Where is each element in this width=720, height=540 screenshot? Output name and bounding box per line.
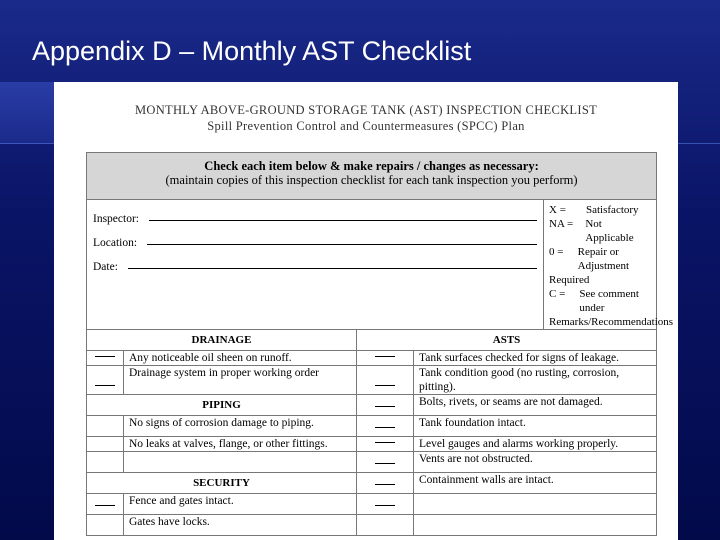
section-security: SECURITY — [87, 473, 357, 494]
section-piping: PIPING — [87, 395, 357, 416]
checkbox-ast-6[interactable] — [357, 452, 414, 473]
legend-row: Remarks/Recommendations — [549, 316, 674, 328]
item-piping-1: No signs of corrosion damage to piping. — [124, 416, 357, 437]
item-drainage-2: Drainage system in proper working order — [124, 366, 357, 395]
section-asts: ASTS — [357, 330, 657, 351]
legend-row: 0 = Repair or Adjustment — [549, 246, 630, 272]
checkbox-drainage-1[interactable] — [87, 351, 124, 366]
date-label: Date: — [93, 261, 118, 273]
checkbox-ast-7[interactable] — [357, 473, 414, 494]
document-subtitle: Spill Prevention Control and Countermeasures (SPCC) Plan — [207, 119, 525, 133]
legend-row: NA = Not Applicable — [549, 218, 634, 244]
banner-note: (maintain copies of this inspection checklist for each tank inspection you perform) — [165, 173, 578, 187]
empty-cell — [357, 515, 414, 536]
checkbox-piping-2[interactable] — [87, 437, 124, 452]
checkbox-drainage-2[interactable] — [87, 366, 124, 395]
empty-cell — [124, 452, 357, 473]
item-drainage-1: Any noticeable oil sheen on runoff. — [124, 351, 357, 366]
checkbox-ast-2[interactable] — [357, 366, 414, 395]
legend — [544, 200, 674, 330]
inspector-line[interactable] — [149, 220, 537, 221]
checklist-document — [54, 82, 678, 540]
date-field[interactable] — [93, 250, 537, 274]
checkbox-piping-1[interactable] — [87, 416, 124, 437]
inspector-field[interactable] — [93, 202, 537, 226]
header-fields — [87, 200, 544, 330]
empty-cell — [414, 494, 657, 515]
checkbox-security-1[interactable] — [87, 494, 124, 515]
date-line[interactable] — [128, 268, 537, 269]
item-piping-2: No leaks at valves, flange, or other fittings. — [124, 437, 357, 452]
banner-instruction: Check each item below & make repairs / changes as necessary: — [204, 159, 539, 173]
checkbox-ast-1[interactable] — [357, 351, 414, 366]
checkbox-ast-3[interactable] — [357, 395, 414, 416]
item-ast-4: Tank foundation intact. — [414, 416, 657, 437]
checkbox-ast-8[interactable] — [357, 494, 414, 515]
item-ast-1: Tank surfaces checked for signs of leakage. — [414, 351, 657, 366]
checklist-table — [86, 152, 674, 536]
location-label: Location: — [93, 237, 138, 249]
legend-row: X = Satisfactory — [549, 204, 639, 216]
checkbox-ast-5[interactable] — [357, 437, 414, 452]
checkbox-security-2[interactable] — [87, 515, 124, 536]
location-line[interactable] — [147, 244, 537, 245]
instructions-banner — [87, 153, 657, 200]
checkbox-ast-4[interactable] — [357, 416, 414, 437]
item-ast-7: Containment walls are intact. — [414, 473, 657, 494]
document-title: MONTHLY ABOVE-GROUND STORAGE TANK (AST) INSPECTION CHECKLIST — [134, 103, 598, 117]
item-ast-5: Level gauges and alarms working properly. — [414, 437, 657, 452]
decorative-block — [0, 82, 54, 144]
item-security-2: Gates have locks. — [124, 515, 357, 536]
item-security-1: Fence and gates intact. — [124, 494, 357, 515]
section-drainage: DRAINAGE — [87, 330, 357, 351]
empty-cell — [414, 515, 657, 536]
document-heading — [54, 102, 678, 134]
slide-title: Appendix D – Monthly AST Checklist — [32, 36, 472, 66]
item-ast-3: Bolts, rivets, or seams are not damaged. — [414, 395, 657, 416]
item-ast-6: Vents are not obstructed. — [414, 452, 657, 473]
legend-row: C = See comment under — [549, 288, 639, 314]
location-field[interactable] — [93, 226, 537, 250]
legend-row: Required — [549, 274, 590, 286]
item-ast-2: Tank condition good (no rusting, corrosion, pitting). — [414, 366, 657, 395]
inspector-label: Inspector: — [93, 213, 139, 225]
empty-cell — [87, 452, 124, 473]
